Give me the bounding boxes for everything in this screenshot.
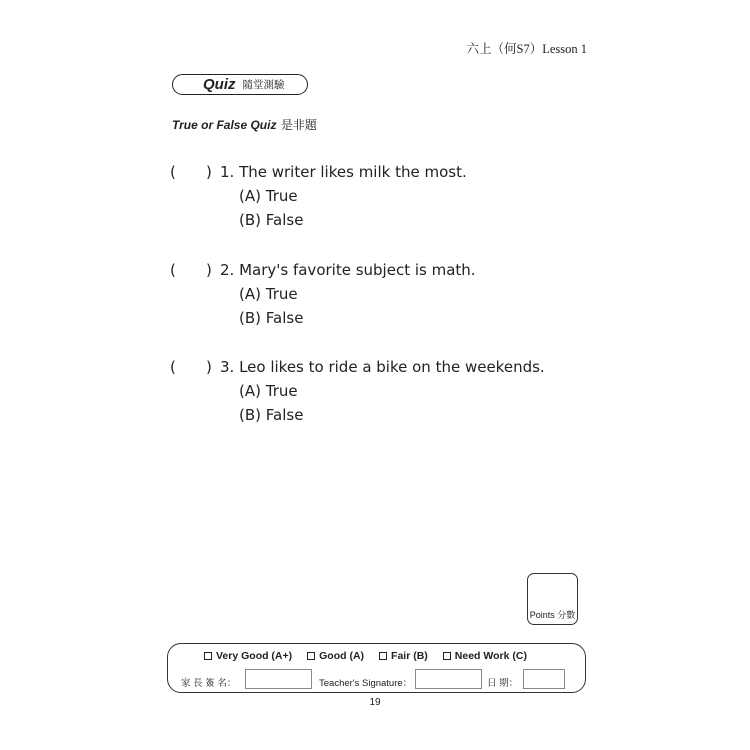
option-a: (A) True — [239, 187, 298, 205]
question-text: 2. Mary's favorite subject is math. — [220, 261, 476, 279]
rating-good[interactable] — [307, 650, 364, 662]
option-a: (A) True — [239, 285, 298, 303]
subtitle-zh: 是非題 — [280, 118, 317, 132]
quiz-title-zh: 隨堂測驗 — [242, 79, 285, 91]
teacher-signature-label: Teacher's Signature： — [319, 678, 413, 689]
question-text: 3. Leo likes to ride a bike on the weekends. — [220, 358, 545, 376]
option-a: (A) True — [239, 382, 298, 400]
rating-label: Need Work (C) — [454, 650, 527, 662]
quiz-title-box — [172, 74, 308, 95]
option-b: (B) False — [239, 309, 304, 327]
rating-fair[interactable] — [379, 650, 428, 662]
checkbox-icon[interactable] — [307, 652, 315, 660]
subtitle-en: True or False Quiz — [172, 118, 277, 132]
answer-paren-open: ( — [170, 358, 176, 376]
answer-paren-open: ( — [170, 163, 176, 181]
teacher-signature-field[interactable] — [415, 669, 482, 689]
section-subtitle — [172, 116, 317, 133]
parent-signature-field[interactable] — [245, 669, 312, 689]
checkbox-icon[interactable] — [379, 652, 387, 660]
option-b: (B) False — [239, 211, 304, 229]
evaluation-options — [204, 650, 542, 662]
checkbox-icon[interactable] — [204, 652, 212, 660]
checkbox-icon[interactable] — [443, 652, 451, 660]
answer-paren-open: ( — [170, 261, 176, 279]
rating-label: Fair (B) — [391, 650, 428, 662]
date-label: 日 期： — [487, 678, 519, 689]
answer-paren-close: ) — [206, 358, 212, 376]
points-box[interactable] — [527, 573, 578, 625]
evaluation-box — [167, 643, 586, 693]
rating-very-good[interactable] — [204, 650, 292, 662]
page-number: 19 — [369, 697, 381, 708]
answer-paren-close: ) — [206, 163, 212, 181]
rating-label: Very Good (A+) — [216, 650, 293, 662]
rating-label: Good (A) — [319, 650, 365, 662]
option-b: (B) False — [239, 406, 304, 424]
parent-signature-label: 家 長 簽 名： — [181, 678, 237, 689]
quiz-title-en: Quiz — [203, 76, 236, 93]
rating-need-work[interactable] — [443, 650, 527, 662]
question-text: 1. The writer likes milk the most. — [220, 163, 467, 181]
answer-paren-close: ) — [206, 261, 212, 279]
date-field[interactable] — [523, 669, 565, 689]
points-label: Points 分數 — [529, 610, 576, 620]
lesson-header: 六上（何S7）Lesson 1 — [466, 42, 587, 56]
